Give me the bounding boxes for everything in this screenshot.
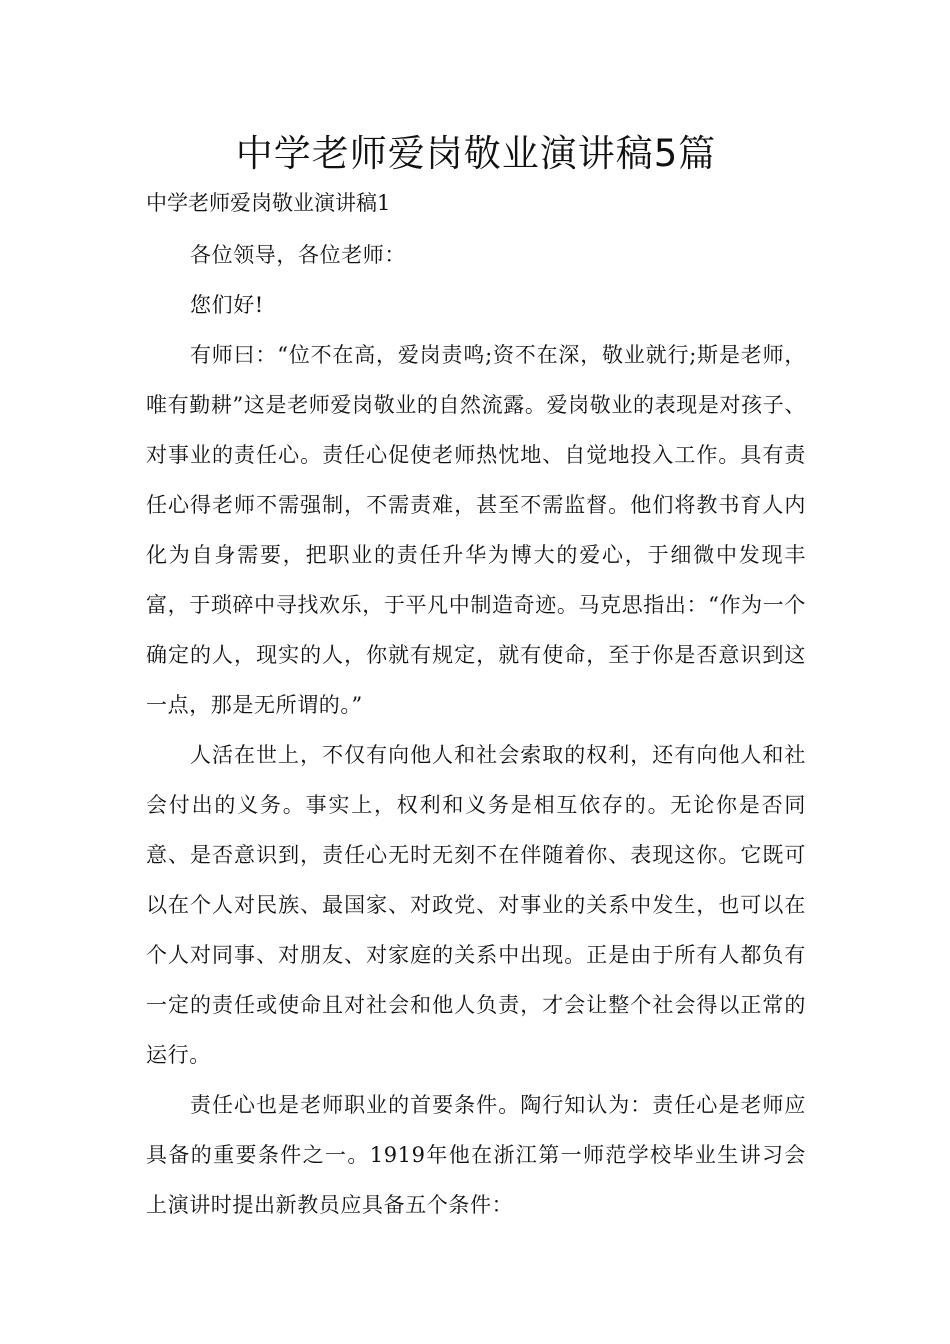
- paragraph-body-3: 责任心也是老师职业的首要条件。陶行知认为：责任心是老师应具备的重要条件之一。1919年他在浙江第一师范学校毕业生讲习会上演讲时提出新教员应具备五个条件：: [146, 1093, 806, 1217]
- section-heading: 中学老师爱岗敬业演讲稿1: [146, 191, 391, 215]
- paragraph-body-2: 人活在世上，不仅有向他人和社会索取的权利，还有向他人和社会付出的义务。事实上，权利和义务是相互依存的。无论你是否同意、是否意识到，责任心无时无刻不在伴随着你、表现这你。它既可以在个人对民族、最国家、对政党、对事业的关系中发生，也可以在个人对同事、对朋友、对家庭的关系中出现。正是由于所有人都负有一定的责任或使命且对社会和他人负责，才会让整个社会得以正常的运行。: [146, 743, 806, 1067]
- paragraph-hello: 您们好!: [190, 293, 264, 317]
- paragraph-body-1: 有师曰：“位不在高，爱岗责鸣;资不在深，敬业就行;斯是老师，唯有勤耕”这是老师爱岗敬业的自然流露。爱岗敬业的表现是对孩子、对事业的责任心。责任心促使老师热忱地、自觉地投入工作。具有责任心得老师不需强制，不需责难，甚至不需监督。他们将教书育人内化为自身需要，把职业的责任升华为博大的爱心，于细微中发现丰富，于琐碎中寻找欢乐，于平凡中制造奇迹。马克思指出：“作为一个确定的人，现实的人，你就有规定，就有使命，至于你是否意识到这一点，那是无所谓的。”: [146, 343, 806, 717]
- document-page: [146, 128, 806, 1230]
- paragraph-greeting: 各位领导，各位老师：: [190, 243, 406, 267]
- document-title: 中学老师爱岗敬业演讲稿5篇: [235, 132, 717, 175]
